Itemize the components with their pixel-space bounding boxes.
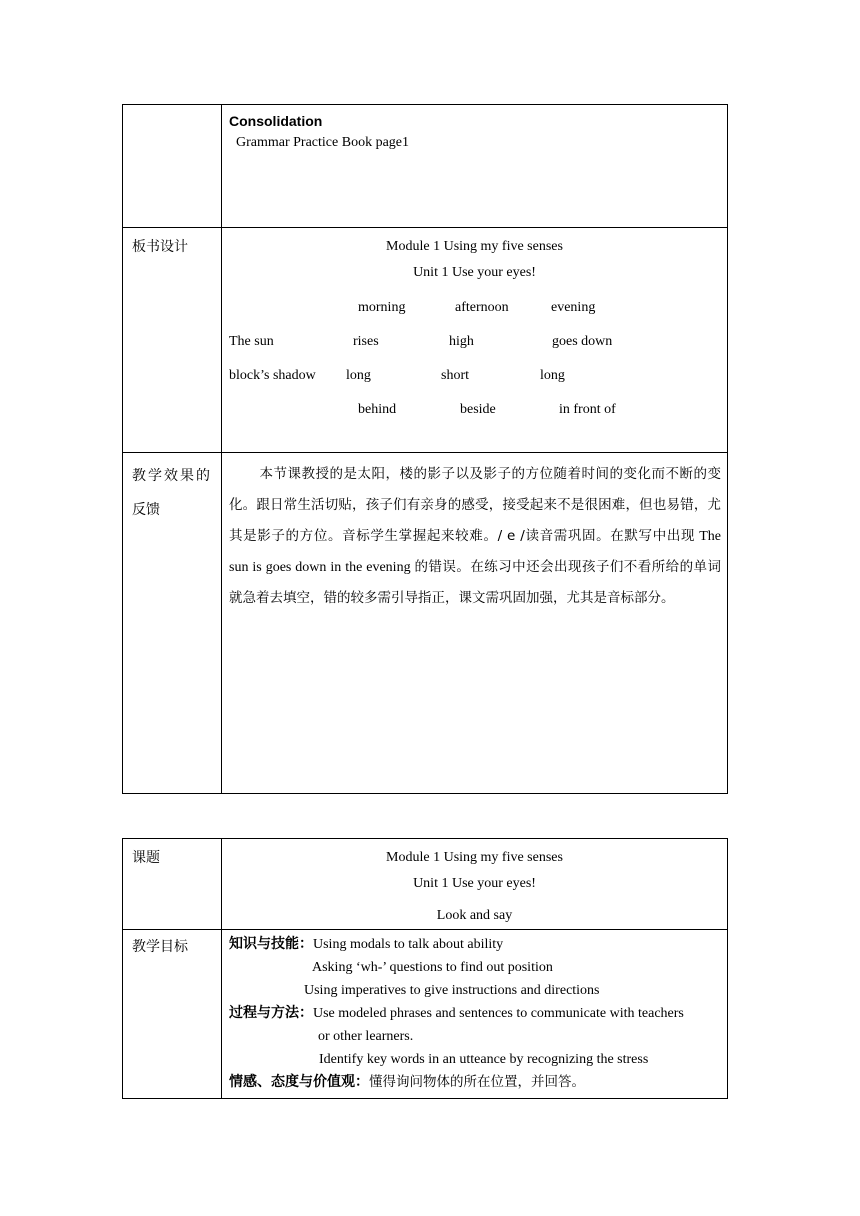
- consolidation-row: [123, 105, 728, 228]
- board-title-1: Module 1 Using my five senses: [386, 239, 563, 254]
- objectives-block: [222, 930, 727, 1094]
- emotion-1: 懂得询问物体的所在位置，并回答。: [369, 1074, 585, 1090]
- board-row2-b: short: [441, 368, 469, 383]
- topic-line-2: Unit 1 Use your eyes!: [413, 876, 536, 891]
- board-row1-a: rises: [353, 334, 379, 349]
- board-row2-a: long: [346, 368, 371, 383]
- board-design-label-cell: [123, 228, 222, 453]
- feedback-content-cell: [222, 453, 728, 794]
- objectives-label-cell: [123, 930, 222, 1099]
- topic-label: 课题: [132, 850, 160, 866]
- process-line-1: [229, 1002, 723, 1025]
- process-1b: or other learners.: [318, 1029, 414, 1044]
- knowledge-3: Using imperatives to give instructions and directions: [304, 983, 600, 998]
- board-design-row: [123, 228, 728, 453]
- feedback-label: [123, 453, 221, 527]
- objectives-label: 教学目标: [132, 939, 188, 955]
- consolidation-label-cell: [123, 105, 222, 228]
- consolidation-text: Grammar Practice Book page1: [236, 135, 409, 150]
- lesson-table-2: [122, 838, 728, 1099]
- feedback-label-cell: [123, 453, 222, 794]
- board-pos-c: in front of: [559, 402, 616, 417]
- topic-line-3: Look and say: [436, 908, 513, 923]
- board-col-evening: evening: [551, 300, 596, 315]
- board-grid: [222, 286, 727, 436]
- consolidation-content-cell: [222, 105, 728, 228]
- lesson-table-1: [122, 104, 728, 794]
- process-2: Identify key words in an utteance by recognizing the stress: [319, 1052, 649, 1067]
- board-col-afternoon: afternoon: [455, 300, 509, 315]
- topic-line-1: Module 1 Using my five senses: [386, 850, 563, 865]
- knowledge-2: Asking ‘wh-’ questions to find out position: [312, 960, 553, 975]
- knowledge-line-1: [229, 933, 723, 956]
- feedback-row: [123, 453, 728, 794]
- emotion-label: 情感、态度与价值观：: [229, 1074, 369, 1090]
- board-row2-c: long: [540, 368, 565, 383]
- emotion-line: [229, 1071, 723, 1094]
- topic-row: [123, 839, 728, 930]
- board-row2-label: block’s shadow: [229, 368, 316, 383]
- feedback-label-line2: 反馈: [132, 502, 160, 518]
- board-design-label: 板书设计: [132, 239, 188, 255]
- knowledge-label: 知识与技能：: [229, 936, 313, 952]
- board-design-content-cell: [222, 228, 728, 453]
- objectives-content-cell: [222, 930, 728, 1099]
- board-row1-b: high: [449, 334, 474, 349]
- feedback-text-en: The sun is goes down in the evening: [229, 529, 722, 575]
- topic-content-cell: [222, 839, 728, 930]
- feedback-label-line1: 教学效果的: [132, 468, 212, 484]
- process-label: 过程与方法：: [229, 1005, 313, 1021]
- feedback-text-2: 的错误。在练习中还会出现孩子们不看所给的单词就急着去填空，错的较多需引导指正，课文需巩固加强，尤其是音标部分。: [229, 559, 721, 606]
- knowledge-1: Using modals to talk about ability: [313, 937, 504, 952]
- board-col-morning: morning: [358, 300, 406, 315]
- board-row1-label: The sun: [229, 334, 274, 349]
- board-row1-c: goes down: [552, 334, 613, 349]
- consolidation-heading: Consolidation: [229, 113, 323, 129]
- board-pos-a: behind: [358, 402, 397, 417]
- topic-label-cell: [123, 839, 222, 930]
- board-title-2: Unit 1 Use your eyes!: [413, 265, 536, 280]
- feedback-text-1: 本节课教授的是太阳，楼的影子以及影子的方位随着时间的变化而不断的变化。跟日常生活切贴，孩子们有亲身的感受，接受起来不是很困难，但也易错，尤其是影子的方位。音标学生掌握起来较难。/ e /读音需巩固。在默写中出现: [229, 466, 721, 544]
- objectives-row: [123, 930, 728, 1099]
- process-1: Use modeled phrases and sentences to communicate with teachers: [313, 1006, 684, 1021]
- feedback-paragraph: [222, 453, 727, 614]
- board-pos-b: beside: [460, 402, 496, 417]
